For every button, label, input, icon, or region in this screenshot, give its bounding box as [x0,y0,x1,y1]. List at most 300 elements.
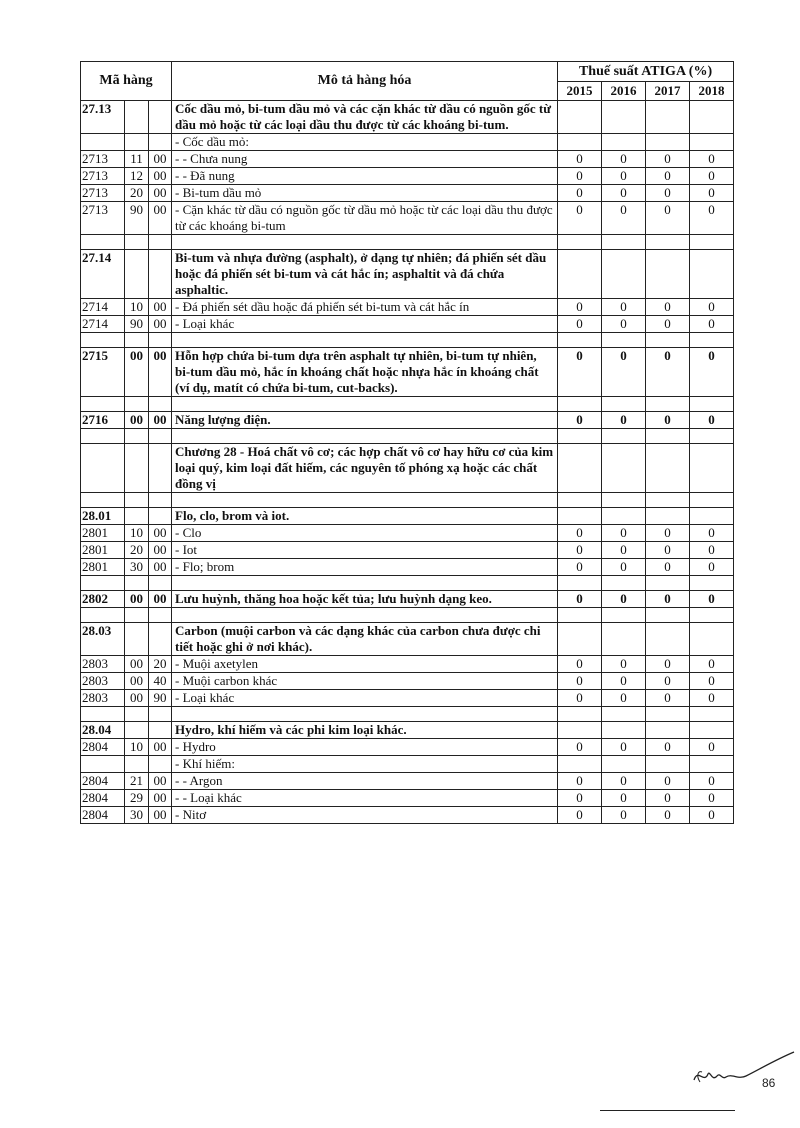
rate-cell: 0 [602,299,646,316]
blank-row [81,576,734,591]
table-row [81,790,734,807]
blank-row [81,493,734,508]
description-cell: - Loại khác [172,690,558,707]
code-sub1-cell: 21 [125,773,149,790]
rate-cell: 0 [646,673,690,690]
empty-cell [81,608,125,623]
rate-cell: 0 [646,151,690,168]
empty-cell [81,576,125,591]
header-year: 2016 [602,82,646,101]
empty-cell [81,333,125,348]
table-row [81,656,734,673]
table-row [81,185,734,202]
rate-cell: 0 [646,790,690,807]
description-cell: - Flo; brom [172,559,558,576]
rate-cell: 0 [558,656,602,673]
page-number: 86 [762,1076,776,1090]
rate-cell [558,444,602,493]
empty-cell [602,397,646,412]
rate-cell: 0 [690,168,734,185]
rate-cell: 0 [602,185,646,202]
description-cell: Flo, clo, brom và iot. [172,508,558,525]
empty-cell [172,576,558,591]
empty-cell [172,707,558,722]
code-sub1-cell: 00 [125,348,149,397]
rate-cell: 0 [646,807,690,824]
rate-cell [602,250,646,299]
rate-cell: 0 [690,673,734,690]
rate-cell: 0 [690,525,734,542]
rate-cell: 0 [690,559,734,576]
code-heading-cell: 2803 [81,656,125,673]
rate-cell: 0 [690,542,734,559]
blank-row [81,429,734,444]
rate-cell: 0 [602,739,646,756]
empty-cell [149,333,172,348]
header-year: 2017 [646,82,690,101]
empty-cell [602,429,646,444]
rate-cell: 0 [558,525,602,542]
empty-cell [646,333,690,348]
empty-cell [125,429,149,444]
rate-cell: 0 [690,185,734,202]
rate-cell: 0 [690,690,734,707]
rate-cell: 0 [558,591,602,608]
rate-cell: 0 [690,316,734,333]
empty-cell [602,333,646,348]
code-heading-cell: 2802 [81,591,125,608]
rate-cell: 0 [646,525,690,542]
rate-cell [646,756,690,773]
rate-cell [558,508,602,525]
empty-cell [81,235,125,250]
rate-cell [602,134,646,151]
table-row [81,134,734,151]
table-row [81,525,734,542]
rate-cell [558,250,602,299]
description-cell: - Clo [172,525,558,542]
rate-cell: 0 [558,739,602,756]
empty-cell [149,707,172,722]
rate-cell: 0 [646,656,690,673]
empty-cell [646,608,690,623]
code-sub2-cell [149,508,172,525]
code-sub1-cell: 12 [125,168,149,185]
code-sub2-cell: 00 [149,542,172,559]
rate-cell [602,756,646,773]
code-sub1-cell: 10 [125,525,149,542]
header-rate: Thuế suất ATIGA (%) [558,62,734,82]
code-heading-cell: 2715 [81,348,125,397]
rate-cell [690,623,734,656]
code-sub1-cell [125,623,149,656]
code-sub1-cell [125,508,149,525]
code-sub2-cell: 00 [149,348,172,397]
empty-cell [558,235,602,250]
code-sub2-cell: 00 [149,168,172,185]
code-heading-cell: 28.01 [81,508,125,525]
rate-cell: 0 [690,773,734,790]
description-cell: - - Đã nung [172,168,558,185]
code-sub1-cell: 10 [125,299,149,316]
code-heading-cell [81,444,125,493]
description-cell: Carbon (muội carbon và các dạng khác của carbon chưa được chi tiết hoặc ghi ở nơi khác). [172,623,558,656]
description-cell: - Nitơ [172,807,558,824]
code-sub2-cell: 20 [149,656,172,673]
code-heading-cell: 2713 [81,185,125,202]
rate-cell [646,101,690,134]
rate-cell: 0 [602,348,646,397]
empty-cell [646,707,690,722]
empty-cell [125,707,149,722]
description-cell: Chương 28 - Hoá chất vô cơ; các hợp chất vô cơ hay hữu cơ của kim loại quý, kim loại đất hiếm, các nguyên tố phóng xạ hoặc các chất đồng vị [172,444,558,493]
code-heading-cell: 2804 [81,790,125,807]
table-row [81,542,734,559]
rate-cell: 0 [602,316,646,333]
code-sub2-cell: 00 [149,316,172,333]
code-sub1-cell: 29 [125,790,149,807]
table-row [81,773,734,790]
rate-cell: 0 [690,412,734,429]
empty-cell [646,429,690,444]
empty-cell [558,608,602,623]
rate-cell [646,134,690,151]
code-heading-cell: 27.13 [81,101,125,134]
rate-cell [690,101,734,134]
rate-cell: 0 [558,168,602,185]
code-sub1-cell [125,444,149,493]
rate-cell: 0 [602,591,646,608]
rate-cell: 0 [602,773,646,790]
table-row [81,591,734,608]
empty-cell [172,333,558,348]
empty-cell [602,235,646,250]
description-cell: Lưu huỳnh, thăng hoa hoặc kết tủa; lưu huỳnh dạng keo. [172,591,558,608]
table-row [81,756,734,773]
code-heading-cell: 2713 [81,168,125,185]
rate-cell: 0 [558,542,602,559]
code-sub2-cell: 00 [149,773,172,790]
footer-rule [600,1110,735,1111]
rate-cell: 0 [646,690,690,707]
empty-cell [646,493,690,508]
rate-cell: 0 [558,185,602,202]
rate-cell: 0 [690,202,734,235]
empty-cell [690,235,734,250]
empty-cell [172,235,558,250]
rate-cell: 0 [602,168,646,185]
empty-cell [81,397,125,412]
code-heading-cell: 2713 [81,151,125,168]
header-code: Mã hàng [81,62,172,101]
code-sub1-cell: 00 [125,591,149,608]
rate-cell [558,134,602,151]
rate-cell: 0 [558,412,602,429]
rate-cell: 0 [646,773,690,790]
code-sub2-cell: 00 [149,525,172,542]
rate-cell: 0 [558,202,602,235]
rate-cell: 0 [646,185,690,202]
rate-cell [558,101,602,134]
tariff-table-container [80,61,733,824]
code-sub1-cell [125,101,149,134]
rate-cell: 0 [646,591,690,608]
rate-cell [690,756,734,773]
rate-cell: 0 [646,202,690,235]
rate-cell: 0 [690,591,734,608]
empty-cell [646,576,690,591]
rate-cell: 0 [558,151,602,168]
table-row [81,739,734,756]
code-heading-cell: 28.03 [81,623,125,656]
rate-cell: 0 [602,559,646,576]
code-sub2-cell [149,250,172,299]
table-row [81,722,734,739]
code-sub2-cell: 00 [149,151,172,168]
rate-cell: 0 [602,790,646,807]
code-heading-cell: 2716 [81,412,125,429]
description-cell: - Bi-tum dầu mỏ [172,185,558,202]
code-sub1-cell [125,756,149,773]
empty-cell [149,235,172,250]
code-sub1-cell [125,134,149,151]
code-sub1-cell: 90 [125,202,149,235]
table-row [81,412,734,429]
description-cell: Năng lượng điện. [172,412,558,429]
rate-cell: 0 [558,316,602,333]
rate-cell [602,623,646,656]
rate-cell: 0 [690,656,734,673]
table-row [81,690,734,707]
rate-cell: 0 [690,151,734,168]
code-heading-cell: 2801 [81,542,125,559]
code-heading-cell: 2713 [81,202,125,235]
blank-row [81,333,734,348]
rate-cell: 0 [602,690,646,707]
empty-cell [125,493,149,508]
code-heading-cell: 2804 [81,739,125,756]
header-year: 2018 [690,82,734,101]
description-cell: - Muội carbon khác [172,673,558,690]
description-cell: Hỗn hợp chứa bi-tum dựa trên asphalt tự nhiên, bi-tum tự nhiên, bi-tum dầu mỏ, hắc ín khoáng chất hoặc nhựa hắc ín khoáng chất (ví dụ, matít có chứa bi-tum, cut-backs). [172,348,558,397]
empty-cell [690,576,734,591]
rate-cell [646,722,690,739]
empty-cell [172,608,558,623]
code-sub2-cell [149,623,172,656]
code-sub2-cell [149,756,172,773]
description-cell: - Khí hiếm: [172,756,558,773]
rate-cell: 0 [690,790,734,807]
code-heading-cell: 2714 [81,299,125,316]
rate-cell: 0 [602,525,646,542]
rate-cell: 0 [558,299,602,316]
rate-cell: 0 [602,673,646,690]
empty-cell [125,608,149,623]
code-sub1-cell: 90 [125,316,149,333]
table-row [81,299,734,316]
table-row [81,151,734,168]
code-heading-cell: 2803 [81,673,125,690]
rate-cell: 0 [602,151,646,168]
rate-cell: 0 [558,773,602,790]
rate-cell: 0 [558,690,602,707]
rate-cell [558,722,602,739]
code-sub1-cell: 00 [125,656,149,673]
empty-cell [646,397,690,412]
empty-cell [125,576,149,591]
description-cell: - Iot [172,542,558,559]
empty-cell [149,397,172,412]
code-sub1-cell [125,250,149,299]
empty-cell [646,235,690,250]
description-cell: - Cặn khác từ dầu có nguồn gốc từ dầu mỏ hoặc từ các loại dầu thu được từ các khoáng bi-tum [172,202,558,235]
empty-cell [558,429,602,444]
code-sub2-cell: 00 [149,807,172,824]
rate-cell: 0 [558,807,602,824]
description-cell: - - Loại khác [172,790,558,807]
rate-cell: 0 [646,299,690,316]
empty-cell [690,333,734,348]
description-cell: Hydro, khí hiếm và các phi kim loại khác. [172,722,558,739]
code-heading-cell [81,134,125,151]
empty-cell [172,429,558,444]
empty-cell [125,333,149,348]
empty-cell [149,429,172,444]
empty-cell [81,493,125,508]
empty-cell [558,707,602,722]
description-cell: - - Argon [172,773,558,790]
rate-cell: 0 [602,542,646,559]
rate-cell [690,134,734,151]
rate-cell [602,508,646,525]
rate-cell [558,623,602,656]
empty-cell [690,608,734,623]
code-heading-cell: 28.04 [81,722,125,739]
rate-cell [646,444,690,493]
code-sub2-cell [149,134,172,151]
code-sub1-cell: 10 [125,739,149,756]
table-row [81,508,734,525]
empty-cell [558,493,602,508]
rate-cell: 0 [646,316,690,333]
description-cell: - Hydro [172,739,558,756]
rate-cell: 0 [646,168,690,185]
rate-cell [558,756,602,773]
empty-cell [125,235,149,250]
code-heading-cell [81,756,125,773]
code-heading-cell: 2801 [81,559,125,576]
code-sub2-cell [149,722,172,739]
table-row [81,444,734,493]
code-sub1-cell: 00 [125,673,149,690]
empty-cell [81,429,125,444]
empty-cell [149,493,172,508]
description-cell: - Loại khác [172,316,558,333]
description-cell: - Cốc dầu mỏ: [172,134,558,151]
description-cell: Cốc dầu mỏ, bi-tum dầu mỏ và các cặn khác từ dầu có nguồn gốc từ dầu mỏ hoặc từ các loại dầu thu được từ các khoáng bi-tum. [172,101,558,134]
table-row [81,168,734,185]
empty-cell [602,576,646,591]
code-sub1-cell: 11 [125,151,149,168]
empty-cell [602,493,646,508]
rate-cell [690,508,734,525]
code-sub1-cell: 20 [125,185,149,202]
code-heading-cell: 2803 [81,690,125,707]
empty-cell [149,576,172,591]
rate-cell: 0 [690,348,734,397]
code-sub1-cell: 30 [125,807,149,824]
rate-cell: 0 [690,299,734,316]
code-sub2-cell: 00 [149,299,172,316]
empty-cell [690,429,734,444]
blank-row [81,608,734,623]
code-sub2-cell: 00 [149,185,172,202]
rate-cell: 0 [602,202,646,235]
rate-cell: 0 [558,673,602,690]
rate-cell: 0 [646,559,690,576]
rate-cell [602,444,646,493]
empty-cell [558,397,602,412]
rate-cell: 0 [690,739,734,756]
empty-cell [558,576,602,591]
rate-cell [690,722,734,739]
header-description: Mô tả hàng hóa [172,62,558,101]
rate-cell: 0 [558,790,602,807]
code-sub2-cell: 00 [149,412,172,429]
rate-cell: 0 [602,807,646,824]
code-sub2-cell: 00 [149,202,172,235]
table-row [81,101,734,134]
table-row [81,348,734,397]
table-row [81,623,734,656]
rate-cell: 0 [602,656,646,673]
code-sub2-cell: 40 [149,673,172,690]
table-row [81,316,734,333]
empty-cell [690,493,734,508]
empty-cell [602,608,646,623]
empty-cell [172,397,558,412]
signature [690,1050,800,1095]
empty-cell [125,397,149,412]
blank-row [81,235,734,250]
blank-row [81,397,734,412]
description-cell: - - Chưa nung [172,151,558,168]
table-row [81,250,734,299]
blank-row [81,707,734,722]
empty-cell [690,397,734,412]
description-cell: Bi-tum và nhựa đường (asphalt), ở dạng tự nhiên; đá phiến sét dầu hoặc đá phiến sét bi-tum và cát hắc ín; asphaltit và đá chứa asphaltic. [172,250,558,299]
code-sub2-cell [149,444,172,493]
rate-cell: 0 [646,412,690,429]
code-sub2-cell: 00 [149,790,172,807]
code-sub2-cell: 00 [149,559,172,576]
code-sub1-cell: 20 [125,542,149,559]
description-cell: - Muội axetylen [172,656,558,673]
header-year: 2015 [558,82,602,101]
empty-cell [690,707,734,722]
rate-cell [602,101,646,134]
rate-cell: 0 [690,807,734,824]
code-sub2-cell: 90 [149,690,172,707]
code-sub2-cell: 00 [149,591,172,608]
table-body [81,101,734,824]
code-heading-cell: 2804 [81,807,125,824]
code-sub2-cell [149,101,172,134]
description-cell: - Đá phiến sét dầu hoặc đá phiến sét bi-tum và cát hắc ín [172,299,558,316]
rate-cell [646,250,690,299]
rate-cell: 0 [646,348,690,397]
code-sub1-cell: 00 [125,690,149,707]
